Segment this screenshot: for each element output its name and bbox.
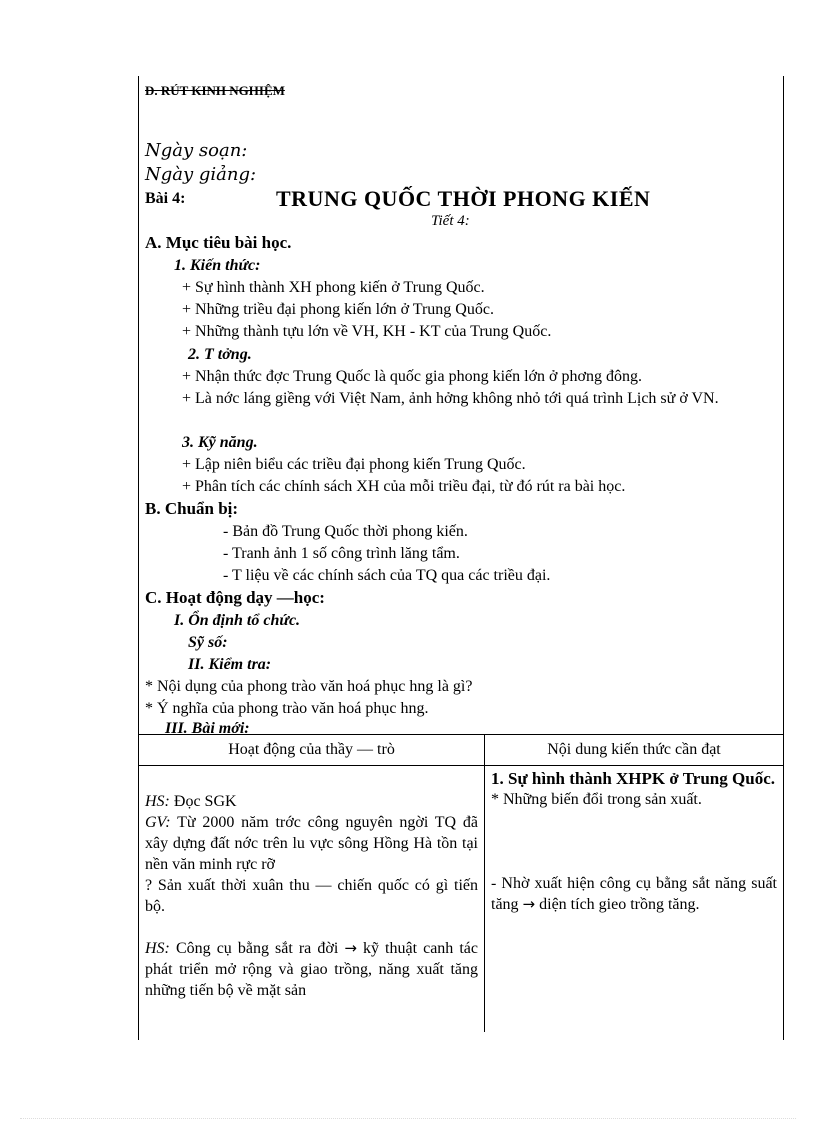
hs-read-line	[145, 791, 478, 812]
prep-item: - Tranh ảnh 1 số công trình lăng tẩm.	[223, 545, 460, 562]
changes-item: * Những biến đổi trong sản xuất.	[491, 791, 702, 808]
gv-text: Từ 2000 năm trớc công nguyên ngời TQ đã xây dựng đất nớc trên lu vực sông Hồng Hà tồn tại nền văn minh rực rỡ	[145, 814, 478, 873]
right-arrow-icon: →	[344, 939, 357, 957]
col-content-header: Nội dung kiến thức cần đạt	[485, 735, 784, 766]
gv-paragraph	[145, 812, 478, 875]
table-row	[139, 766, 784, 1033]
knowledge-heading: 1. Kiến thức:	[174, 257, 261, 274]
attendance-label: Sỹ số:	[188, 634, 228, 651]
section-a-heading: A. Mục tiêu bài học.	[145, 233, 292, 252]
skill-item: + Lập niên biểu các triều đại phong kiến Trung Quốc.	[182, 456, 526, 473]
section-d-heading: D. RÚT KINH NGHIỆM	[145, 83, 285, 98]
knowledge-item: + Sự hình thành XH phong kiến ở Trung Quốc.	[182, 279, 485, 296]
right-arrow-icon: →	[522, 895, 536, 913]
question-line: ? Sản xuất thời xuân thu — chiến quốc có gì tiến bộ.	[145, 877, 478, 915]
section-c-heading: C. Hoạt động dạy —học:	[145, 588, 325, 607]
iron-tools-text-b: diện tích gieo trồng tăng.	[535, 896, 700, 913]
lesson-table	[138, 734, 784, 1032]
thought-heading: 2. T tởng.	[188, 346, 252, 363]
hs-answer-text-b: kỹ thuật canh tác phát triển mở rộng và giao trồng, năng xuất tăng những tiến bộ về mặt sản	[145, 940, 479, 999]
knowledge-item: + Những triều đại phong kiến lớn ở Trung Quốc.	[182, 301, 494, 318]
period-label: Tiết 4:	[431, 213, 470, 229]
hs-answer-text-a: Công cụ bằng sắt ra đời	[169, 940, 345, 957]
formation-heading: 1. Sự hình thành XHPK ở Trung Quốc.	[491, 769, 775, 788]
skill-item: + Phân tích các chính sách XH của mỗi triều đại, từ đó rút ra bài học.	[182, 478, 626, 495]
table-header-row	[139, 735, 784, 766]
gv-label: GV:	[145, 814, 171, 831]
prep-item: - T liệu về các chính sách của TQ qua các triều đại.	[223, 567, 551, 584]
page-frame	[138, 76, 784, 1040]
check-heading: II. Kiểm tra:	[188, 656, 272, 673]
check-question: * Nội dụng của phong trào văn hoá phục hng là gì?	[145, 678, 473, 695]
ngay-soan-label: Ngày soạn:	[145, 140, 248, 161]
prep-item: - Bản đồ Trung Quốc thời phong kiến.	[223, 523, 468, 540]
knowledge-item: + Những thành tựu lớn về VH, KH - KT của Trung Quốc.	[182, 323, 552, 340]
iron-tools-text-a: - Nhờ xuất hiện công cụ bằng sắt năng suất tăng	[491, 875, 777, 913]
hs-label: HS:	[145, 940, 170, 957]
new-lesson-heading: III. Bài mới:	[165, 720, 250, 737]
hs-label: HS:	[145, 793, 170, 810]
page-bottom-divider	[20, 1118, 796, 1119]
col-teacher-student-header: Hoạt động của thầy — trò	[139, 735, 485, 766]
skill-heading: 3. Kỹ năng.	[182, 434, 258, 451]
stabilize-heading: I. Ổn định tổ chức.	[174, 612, 301, 629]
hs-answer-paragraph	[145, 938, 478, 1001]
lesson-title: TRUNG QUỐC THỜI PHONG KIẾN	[276, 186, 651, 211]
ngay-giang-label: Ngày giảng:	[145, 164, 257, 185]
hs-text: Đọc SGK	[169, 793, 237, 810]
check-question: * Ý nghĩa của phong trào văn hoá phục hng.	[145, 700, 429, 717]
teacher-student-cell	[139, 766, 485, 1033]
iron-tools-item	[491, 873, 777, 915]
content-cell	[485, 766, 784, 1033]
thought-item: + Nhận thức đợc Trung Quốc là quốc gia phong kiến lớn ở phơng đông.	[182, 368, 642, 385]
section-b-heading: B. Chuẩn bị:	[145, 499, 239, 518]
lesson-number: Bài 4:	[145, 190, 186, 207]
thought-item: + Là nớc láng giềng với Việt Nam, ảnh hởng không nhỏ tới quá trình Lịch sử ở VN.	[182, 390, 719, 407]
